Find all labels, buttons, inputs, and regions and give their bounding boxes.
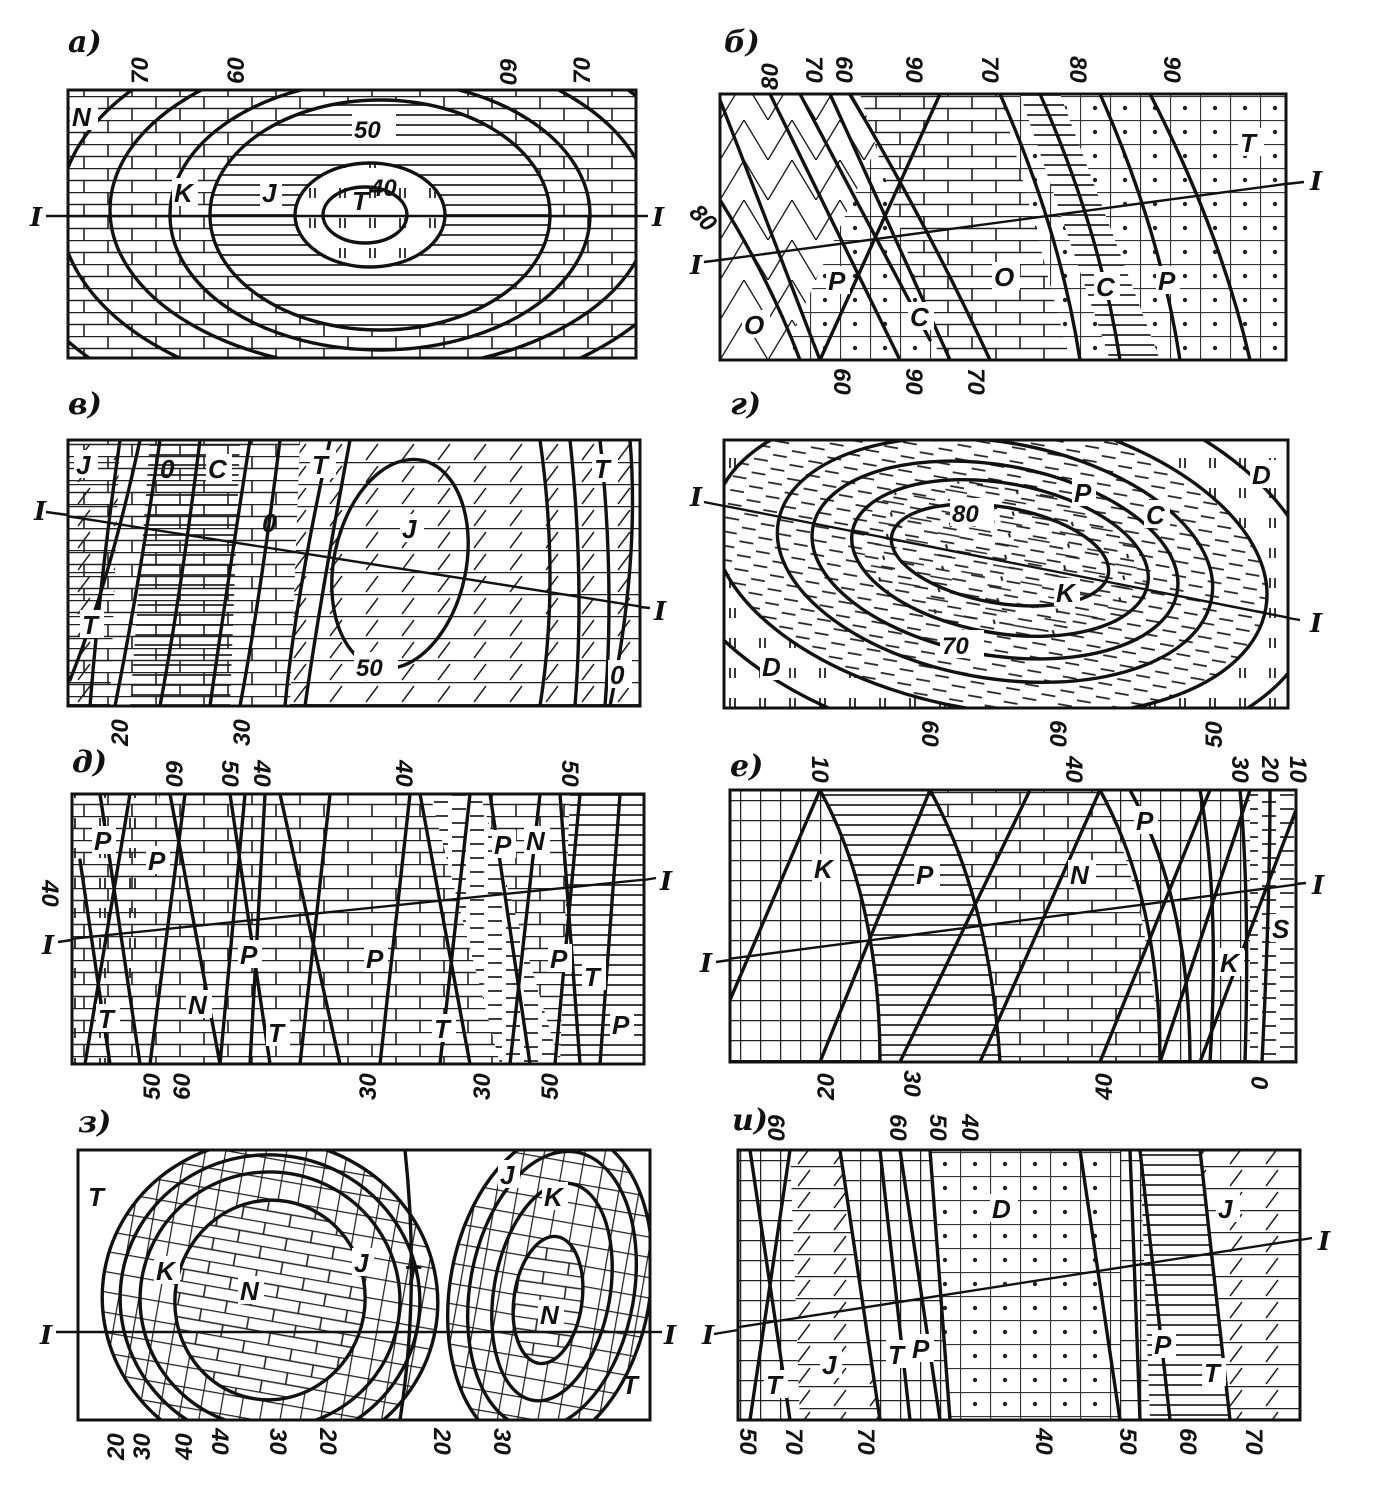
dip-number: 50 [924,1114,951,1141]
dip-number: 60 [884,1114,911,1141]
unit-label: D [762,652,781,682]
section-end: I [660,867,673,897]
unit-label: P [550,944,568,974]
dip-number: 50 [556,760,583,787]
unit-label: P [148,846,166,876]
unit-label: P [1154,1330,1172,1360]
unit-label: T [268,1018,284,1048]
unit-label: K [814,854,833,884]
contour-label: 70 [942,633,969,660]
dip-number: 30 [488,1428,515,1455]
panel-b [684,25,1323,395]
dip-number: 50 [216,760,243,787]
dip-number: 80 [683,199,722,238]
unit-label: T [98,1004,114,1034]
section-start: I [690,483,703,513]
unit-label: T [622,1370,638,1400]
dip-number: 50 [1201,721,1228,748]
section-start: I [700,949,713,979]
unit-label: T [888,1340,904,1370]
dip-number: 60 [762,1114,789,1141]
panel-letter: д) [72,745,108,780]
dip-number: 30 [898,1070,925,1097]
unit-label: P [916,860,934,890]
dip-number: 20 [813,1073,840,1100]
dip-number: 70 [962,368,989,395]
dip-number: 60 [169,1073,196,1100]
unit-label: J [402,514,417,544]
unit-label: J [822,1350,837,1380]
section-end: I [1318,1227,1331,1257]
section-start: I [34,497,47,527]
unit-label: N [1070,860,1089,890]
panel-v [33,387,667,747]
unit-label: 0 [262,508,277,538]
unit-label: D [992,1194,1011,1224]
dip-number: 0 [1247,1076,1274,1090]
dip-number: 60 [828,368,855,395]
unit-label: N [540,1300,559,1330]
unit-label: P [366,944,384,974]
dip-number: 10 [1284,756,1311,783]
unit-label: J [354,1248,369,1278]
dip-number: 60 [916,720,943,747]
panel-letter: а) [68,25,102,60]
dip-number: 40 [956,1114,983,1141]
panel-d [36,745,673,1100]
unit-label: T [312,450,328,480]
unit-label: S [1272,914,1290,944]
dip-number: 20 [103,1433,130,1460]
dip-number: 20 [107,719,134,746]
unit-label: N [188,990,207,1020]
dip-number: 40 [1091,1073,1118,1100]
dip-number: 30 [229,719,256,746]
contour-label: 80 [952,501,979,528]
unit-label: P [912,1334,930,1364]
dip-number: 70 [780,1428,807,1455]
unit-label: 0 [610,660,625,690]
unit-label: N [526,826,545,856]
unit-label: C [910,302,929,332]
dip-number: 70 [800,56,827,83]
dip-number: 40 [248,760,275,787]
section-end: I [1310,609,1323,639]
panel-letter: е) [730,749,764,784]
dip-number: 90 [900,56,927,83]
dip-number: 40 [36,880,63,907]
dip-number: 60 [494,58,521,85]
panel-letter: б) [724,25,760,60]
unit-label: 0 [160,454,175,484]
panel-letter: з) [78,1105,112,1140]
section-end: I [652,203,665,233]
unit-label: O [994,262,1015,292]
unit-label: T [434,1014,450,1044]
dip-number: 90 [900,368,927,395]
unit-label: T [404,1260,420,1290]
panel-e [699,749,1325,1101]
unit-label: N [240,1276,259,1306]
unit-label: T [584,962,600,992]
dip-number: 70 [976,56,1003,83]
contour-label: 50 [356,655,383,682]
dip-number: 30 [1226,756,1253,783]
panel-g [632,316,1348,805]
dip-number: 70 [569,57,596,84]
unit-label: T [352,186,368,216]
panel-a [0,0,760,440]
unit-label: P [94,826,112,856]
section-end: I [1312,871,1325,901]
unit-label: D [1252,460,1271,490]
dip-number: 40 [390,760,417,787]
dip-number: 80 [1064,56,1091,83]
dip-number: 20 [1256,756,1283,783]
contour-label: 50 [354,117,381,144]
dip-number: 10 [806,756,833,783]
dip-number: 60 [830,56,857,83]
unit-label: T [1240,128,1256,158]
dip-number: 40 [1030,1428,1057,1455]
dip-number: 60 [160,760,187,787]
unit-label: T [766,1370,782,1400]
unit-label: T [1204,1358,1220,1388]
panel-letter: г) [730,387,762,422]
unit-label: T [594,454,610,484]
unit-label: O [744,310,765,340]
unit-label: P [828,266,846,296]
dip-number: 60 [223,57,250,84]
dip-number: 40 [171,1433,198,1460]
dip-number: 70 [852,1428,879,1455]
dip-number: 20 [314,1428,341,1455]
section-start: I [690,251,703,281]
section-start: I [30,203,43,233]
panel-letter: и) [732,1103,769,1138]
dip-number: 50 [537,1073,564,1100]
unit-label: J [262,178,277,208]
dip-number: 50 [139,1073,166,1100]
unit-label: T [82,610,98,640]
dip-number: 30 [469,1073,496,1100]
unit-label: P [240,940,258,970]
dip-number: 30 [264,1428,291,1455]
dip-number: 70 [127,57,154,84]
panel-z [39,1105,677,1487]
dip-number: 50 [734,1428,761,1455]
unit-label: P [1136,806,1154,836]
unit-label: C [208,454,227,484]
section-start: I [40,1321,53,1351]
unit-label: C [1146,500,1165,530]
dip-number: 60 [1044,720,1071,747]
section-end: I [654,597,667,627]
dip-number: 30 [355,1073,382,1100]
unit-label: J [1218,1194,1233,1224]
unit-label: J [76,450,91,480]
dip-number: 50 [1114,1428,1141,1455]
unit-label: P [1158,266,1176,296]
dip-number: 80 [757,63,784,90]
unit-label: K [1056,578,1075,608]
contour-label: 40 [370,175,397,202]
dip-number: 60 [1174,1428,1201,1455]
section-start: I [42,931,55,961]
dip-number: 70 [1240,1428,1267,1455]
panel-letter: в) [68,387,102,422]
unit-label: P [494,830,512,860]
unit-label: K [544,1182,563,1212]
section-start: I [702,1321,715,1351]
dip-number: 40 [1060,756,1087,783]
unit-label: C [1096,272,1115,302]
unit-label: N [72,102,91,132]
dip-number: 20 [428,1428,455,1455]
unit-label: P [612,1010,630,1040]
unit-label: J [500,1160,515,1190]
dip-number: 40 [206,1428,233,1455]
panel-i [701,1103,1331,1455]
dip-number: 30 [129,1433,156,1460]
unit-label: T [88,1182,104,1212]
section-end: I [664,1321,677,1351]
section-end: I [1310,167,1323,197]
unit-label: K [1220,948,1239,978]
dip-number: 90 [1158,56,1185,83]
unit-label: K [156,1256,175,1286]
unit-label: P [1074,478,1092,508]
unit-label: K [174,178,193,208]
